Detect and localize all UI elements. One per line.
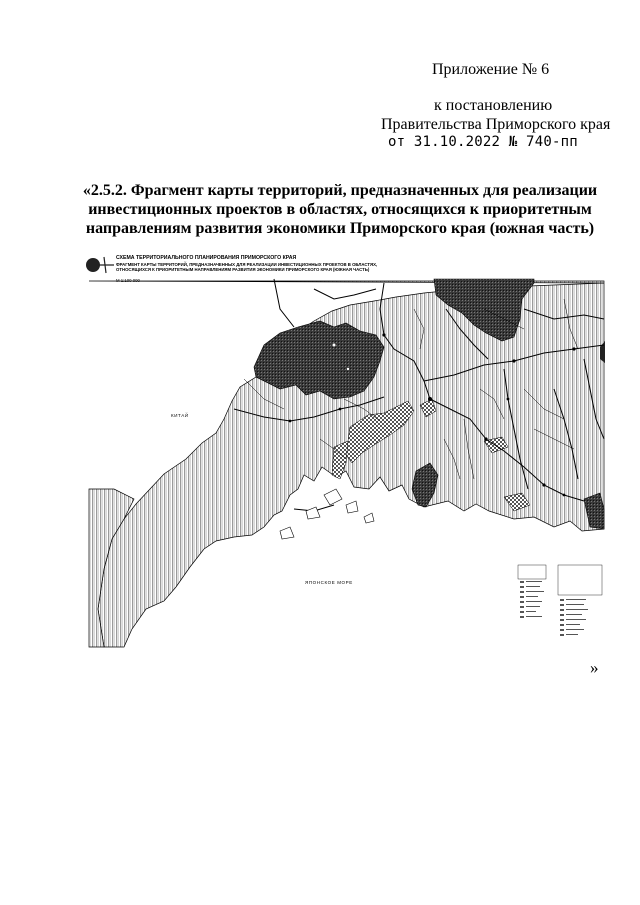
title-line-1: «2.5.2. Фрагмент карты территорий, предназначенных для реализации — [82, 182, 598, 199]
title-line-3: направлениям развития экономики Приморского края (южная часть) — [85, 220, 595, 237]
resolution-ref-line1: к постановлению — [434, 97, 553, 114]
map-legend-subtitle-2: ОТНОСЯЩИХСЯ К ПРИОРИТЕТНЫМ НАПРАВЛЕНИЯМ РАЗВИТИЯ ЭКОНОМИКИ ПРИМОРСКОГО КРАЯ (ЮЖНАЯ ЧАСТЬ) — [116, 267, 370, 272]
sea-label: ЯПОНСКОЕ МОРЕ — [305, 580, 353, 585]
map-scale: М 1:100 000 — [116, 278, 140, 283]
map-legend-panel — [518, 565, 602, 595]
map-legend-title: СХЕМА ТЕРРИТОРИАЛЬНОГО ПЛАНИРОВАНИЯ ПРИМОРСКОГО КРАЯ — [116, 255, 297, 261]
map-legend-subtitle-1: ФРАГМЕНТ КАРТЫ ТЕРРИТОРИЙ, ПРЕДНАЗНАЧЕННЫХ ДЛЯ РЕАЛИЗАЦИИ ИНВЕСТИЦИОННЫХ ПРОЕКТОВ В ОБЛАСТЯХ, — [116, 262, 378, 267]
document-title — [60, 181, 620, 238]
islands — [280, 489, 374, 539]
appendix-number: Приложение № 6 — [432, 61, 550, 78]
china-label: КИТАЙ — [171, 413, 189, 418]
resolution-date-number: от 31.10.2022 № 740-пп — [388, 134, 578, 150]
closing-quote: » — [590, 658, 599, 677]
map-emblem-icon — [86, 257, 114, 273]
title-line-2: инвестиционных проектов в областях, относящихся к приоритетным — [88, 201, 592, 218]
territory-map — [84, 249, 605, 649]
resolution-ref-line2: Правительства Приморского края — [381, 116, 611, 133]
